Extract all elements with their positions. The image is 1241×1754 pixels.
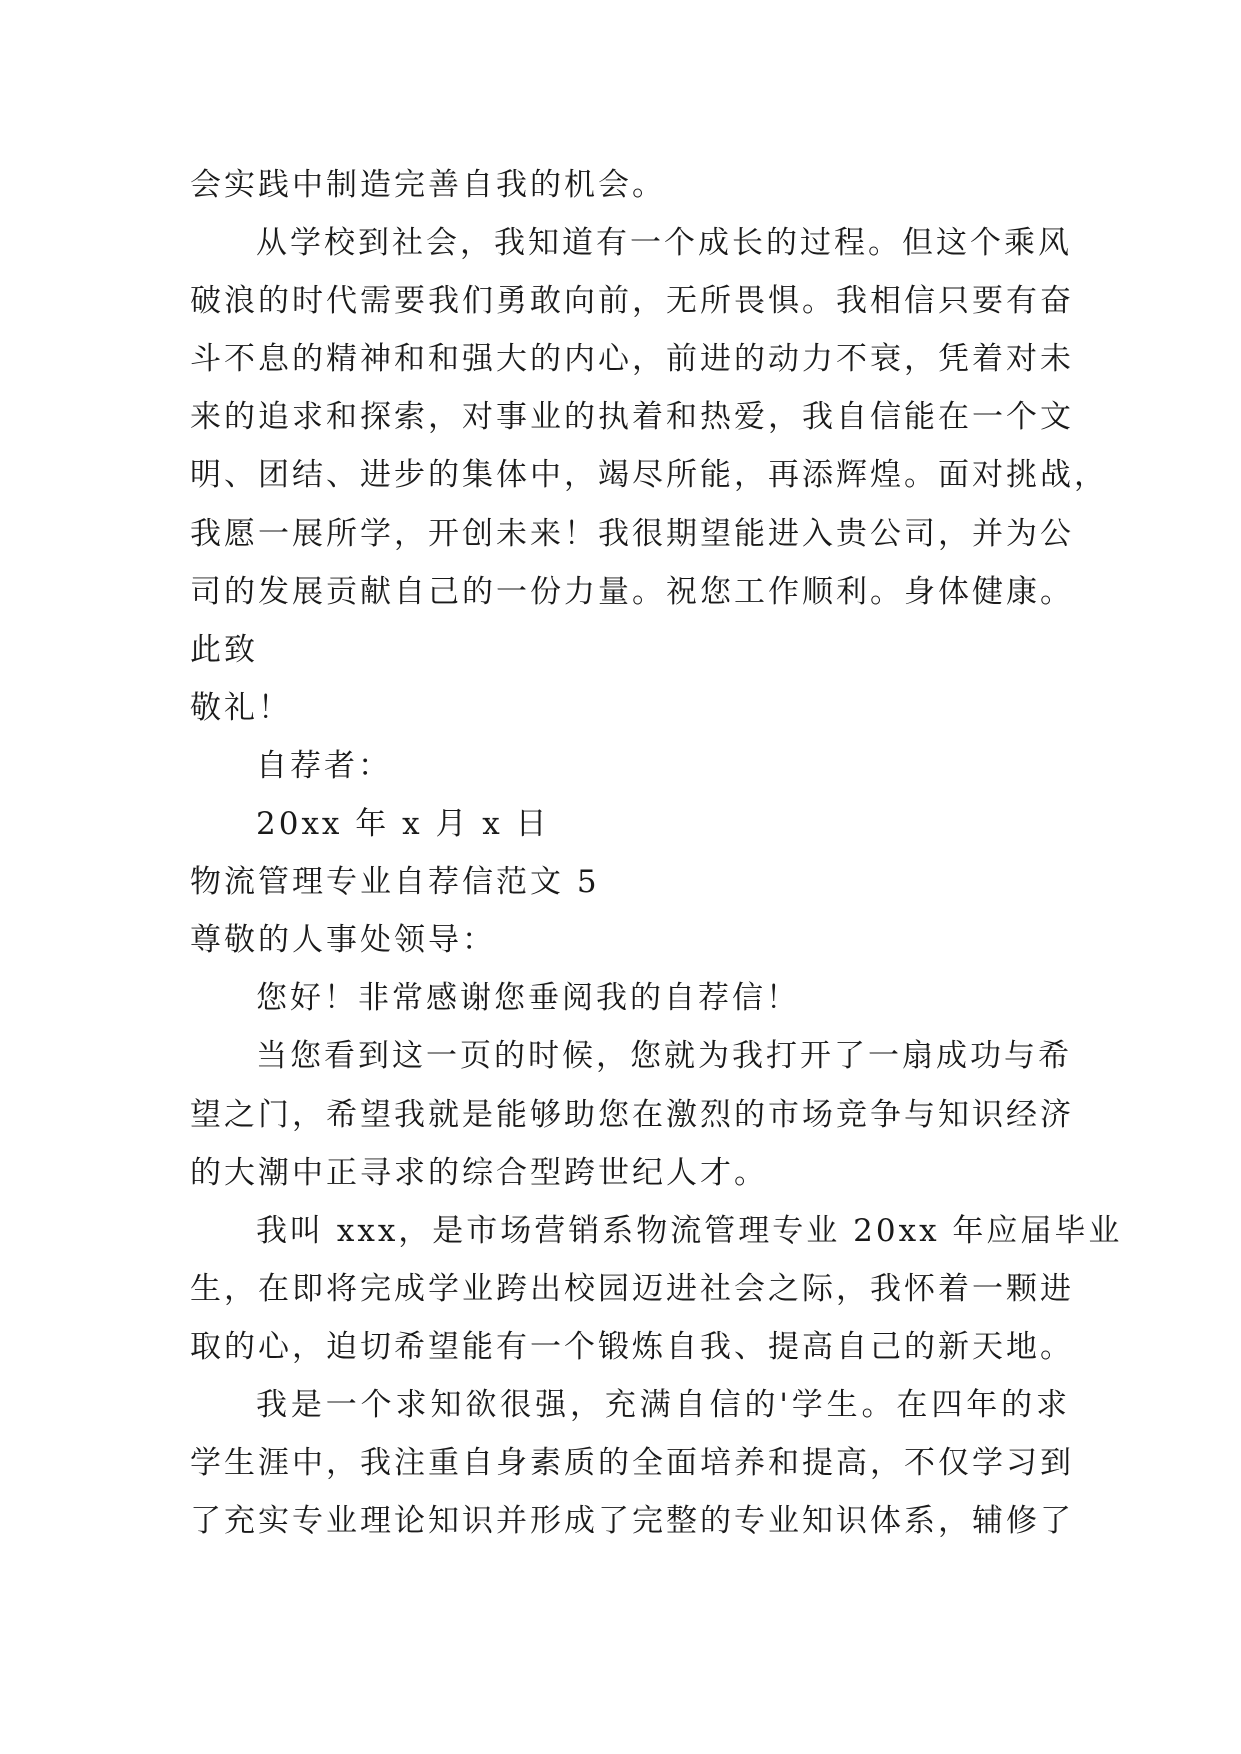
letter-greeting: 尊敬的人事处领导：	[190, 922, 496, 959]
signature-date: 20xx 年 x 月 x 日	[256, 806, 550, 843]
text-line: 的大潮中正寻求的综合型跨世纪人才。	[190, 1154, 768, 1191]
text-line: 了充实专业理论知识并形成了完整的专业知识体系，辅修了	[190, 1503, 1074, 1540]
paragraph-start-line: 我叫 xxx，是市场营销系物流管理专业 20xx 年应届毕业	[256, 1212, 1123, 1249]
text-line: 斗不息的精神和和强大的内心，前进的动力不衰，凭着对未	[190, 341, 1074, 378]
text-line: 学生涯中，我注重自身素质的全面培养和提高，不仅学习到	[190, 1445, 1074, 1482]
section-title: 物流管理专业自荐信范文 5	[190, 864, 600, 901]
text-line: 取的心，迫切希望能有一个锻炼自我、提高自己的新天地。	[190, 1328, 1074, 1365]
text-line: 会实践中制造完善自我的机会。	[190, 167, 666, 203]
text-line: 破浪的时代需要我们勇敢向前，无所畏惧。我相信只要有奋	[190, 283, 1074, 320]
text-line: 生，在即将完成学业跨出校园迈进社会之际，我怀着一颗进	[190, 1270, 1074, 1307]
text-line: 我愿一展所学，开创未来！我很期望能进入贵公司，并为公	[190, 515, 1074, 552]
letter-body	[190, 156, 1123, 1550]
signature-label: 自荐者：	[256, 747, 392, 784]
paragraph-start-line: 您好！非常感谢您垂阅我的自荐信！	[256, 980, 800, 1017]
text-line: 望之门，希望我就是能够助您在激烈的市场竞争与知识经济	[190, 1096, 1074, 1133]
closing-salutation: 此致	[190, 631, 258, 668]
paragraph-start-line: 当您看到这一页的时候，您就为我打开了一扇成功与希	[256, 1038, 1072, 1075]
text-line: 司的发展贡献自己的一份力量。祝您工作顺利。身体健康。	[190, 573, 1074, 610]
text-line: 明、团结、进步的集体中，竭尽所能，再添辉煌。面对挑战，	[190, 457, 1108, 494]
text-line: 来的追求和探索，对事业的执着和热爱，我自信能在一个文	[190, 399, 1074, 436]
paragraph-start-line: 从学校到社会，我知道有一个成长的过程。但这个乘风	[256, 225, 1072, 262]
paragraph-start-line: 我是一个求知欲很强，充满自信的'学生。在四年的求	[256, 1386, 1070, 1423]
closing-regards: 敬礼！	[190, 689, 292, 726]
